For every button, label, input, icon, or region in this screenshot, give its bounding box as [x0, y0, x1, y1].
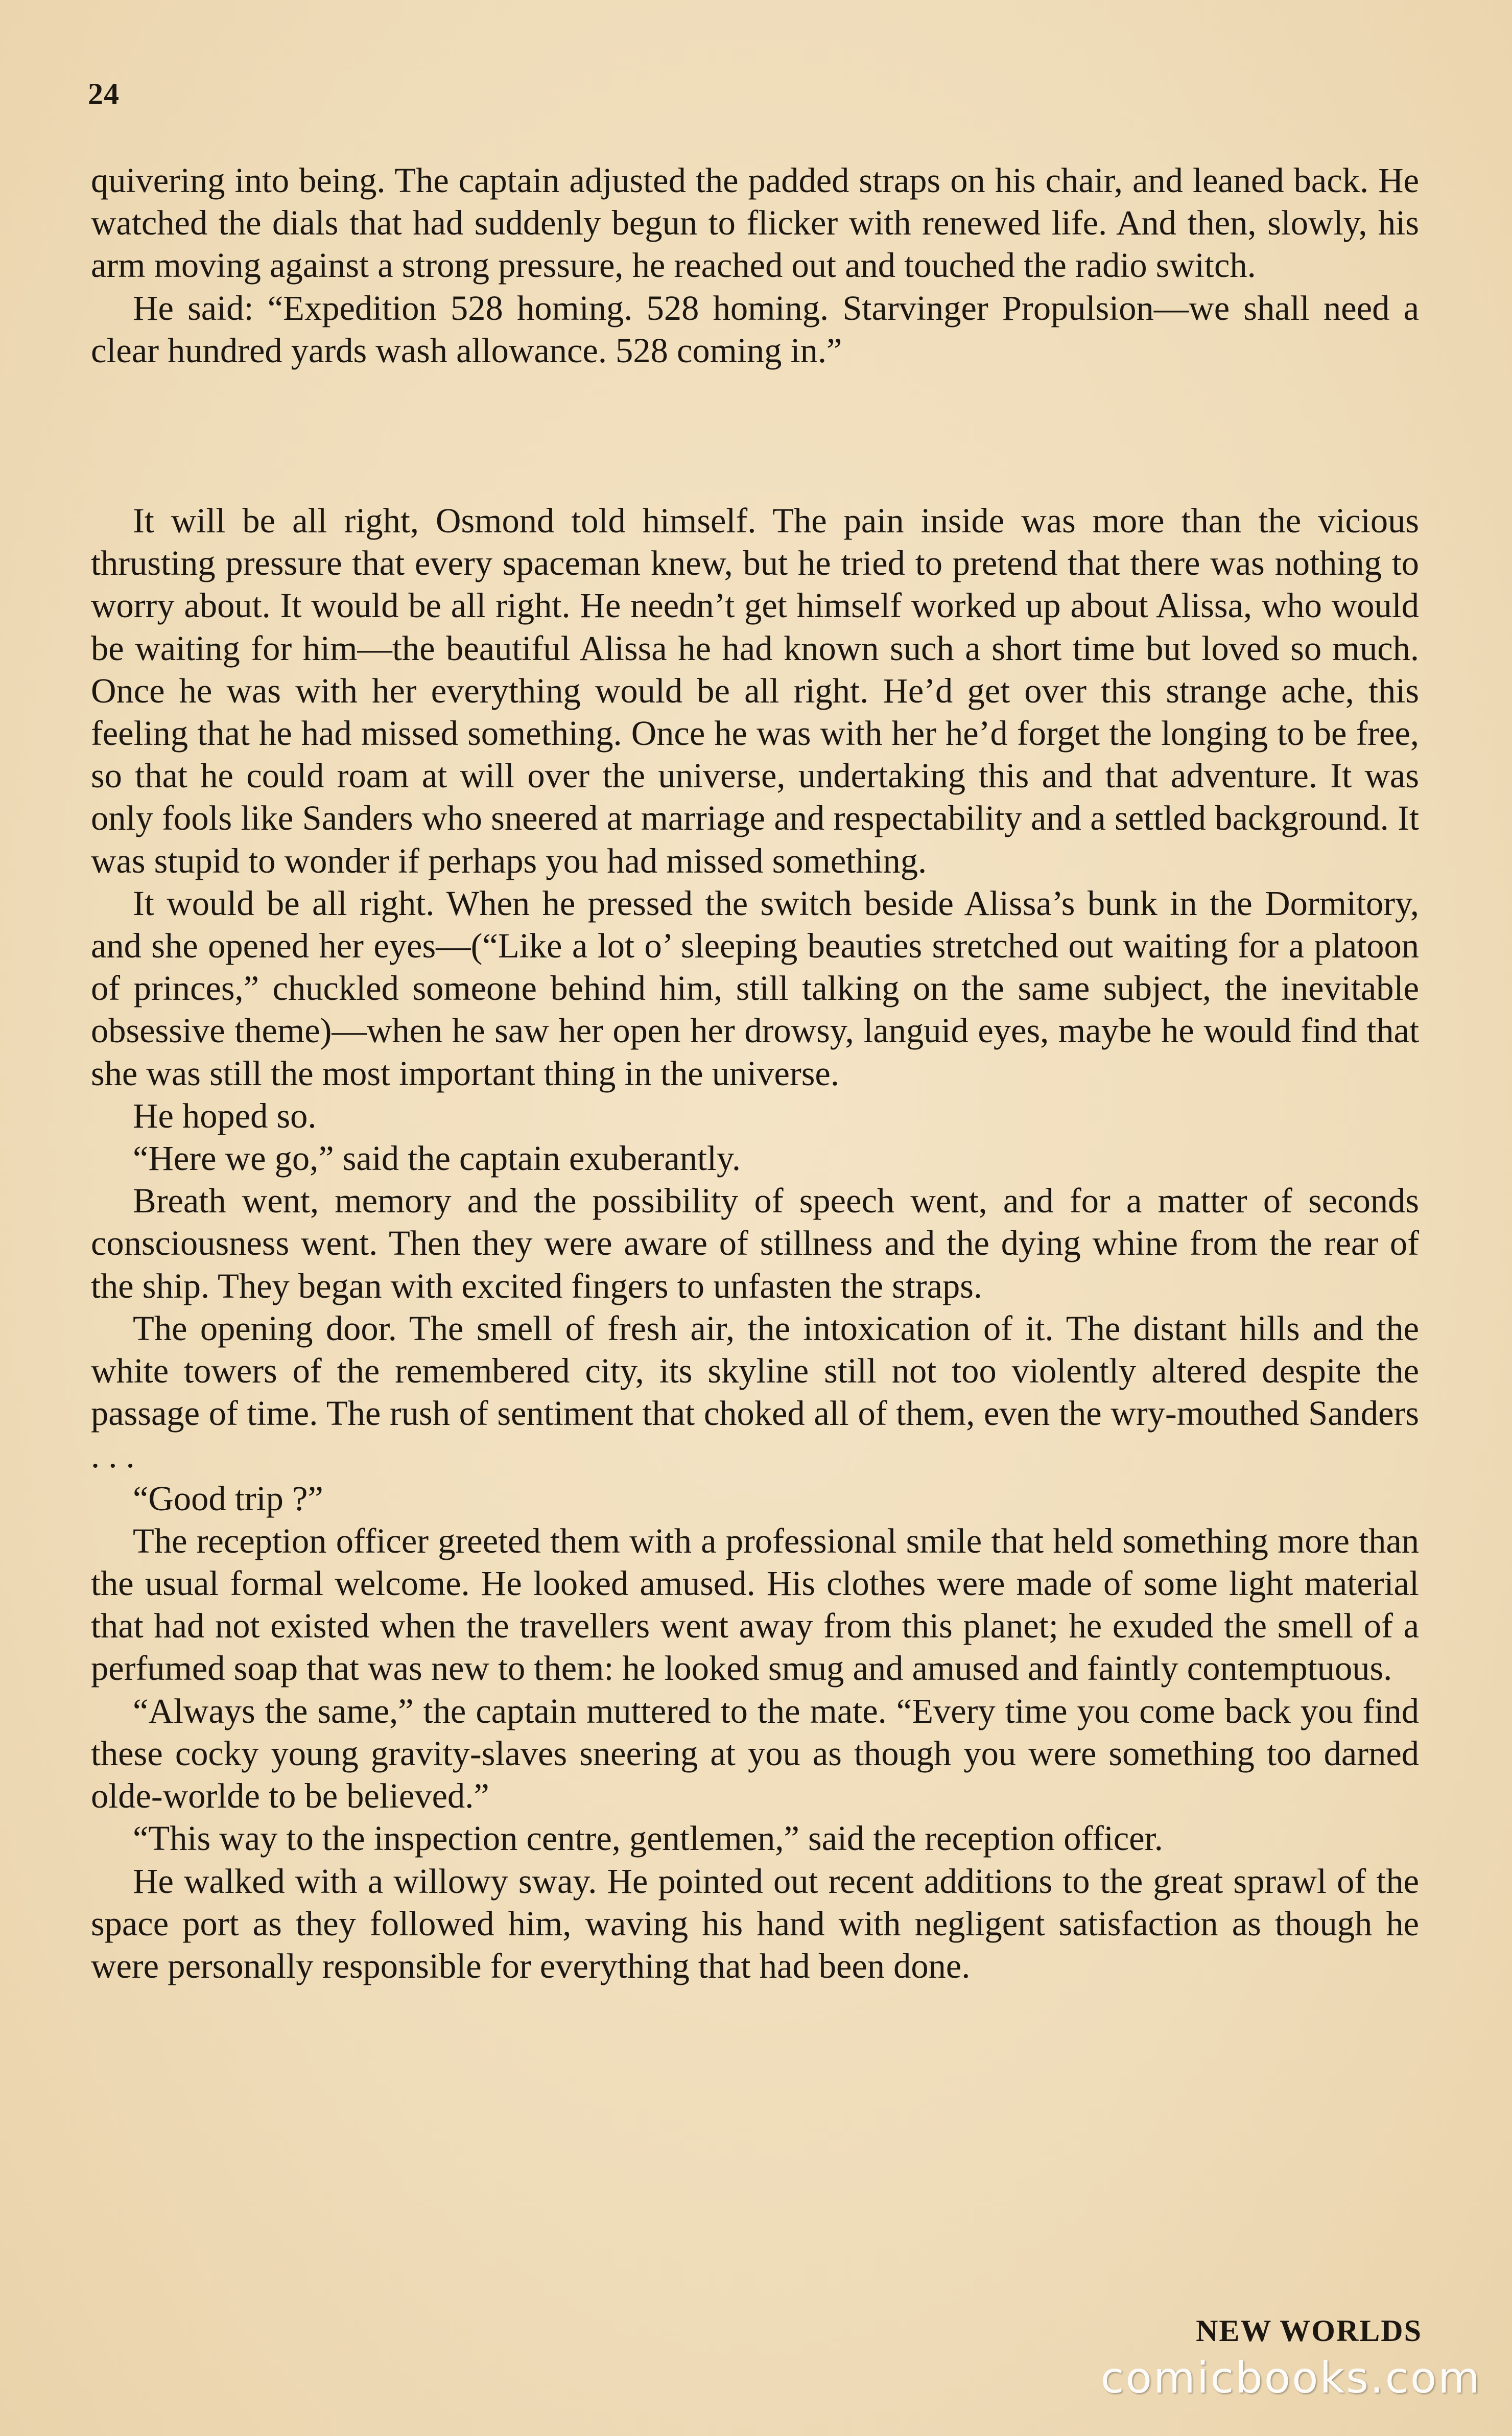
paragraph: The reception officer greeted them with a professional smile that held something more than the usual formal welcome. He looked amused. His clothes were made of some light material that had not existed when the travellers went away from this planet; he exuded the smell of a perfumed soap that was new to them: he looked smug and amused and faintly contemptuous.	[91, 1521, 1419, 1688]
paragraph: Breath went, memory and the possibility of speech went, and for a matter of seconds consciousness went. Then they were aware of stillness and the dying whine from the rear of the ship. They began with excited fingers to unfasten the straps.	[91, 1181, 1419, 1305]
paragraph: “Good trip ?”	[133, 1479, 323, 1518]
paragraph: It would be all right. When he pressed the switch beside Alissa’s bunk in the Dormitory, and she opened her eyes—(“Like a lot o’ sleeping beauties stretched out waiting for a platoon of princes,” chuckled someone behind him, still talking on the same subject, the inevitable obsessive theme)—when he saw her open her drowsy, languid eyes, maybe he would find that she was still the most important thing in the universe.	[91, 883, 1419, 1093]
story-section-one	[91, 159, 1419, 372]
page-number: 24	[88, 77, 120, 111]
paragraph: It will be all right, Osmond told himself. The pain inside was more than the vicious thrusting pressure that every spaceman knew, but he tried to pretend that there was nothing to worry about. It would be all right. He needn’t get himself worked up about Alissa, who would be waiting for him—the beautiful Alissa he had known such a short time but loved so much. Once he was with her everything would be all right. He’d get over this strange ache, this feeling that he had missed something. Once he was with her he’d forget the longing to be free, so that he could roam at will over the universe, undertaking this and that adventure. It was only fools like Sanders who sneered at marriage and respectability and a settled background. It was stupid to wonder if perhaps you had missed something.	[91, 501, 1419, 880]
story-section-two	[91, 500, 1419, 1987]
paragraph: “This way to the inspection centre, gentlemen,” said the reception officer.	[133, 1819, 1163, 1858]
paragraph: “Here we go,” said the captain exuberantly.	[133, 1139, 741, 1178]
magazine-title-footer: NEW WORLDS	[1196, 2314, 1422, 2348]
paragraph: He walked with a willowy sway. He pointed out recent additions to the great sprawl of the space port as they followed him, waving his hand with negligent satisfaction as though he were personally responsible for everything that had been done.	[91, 1861, 1419, 1985]
paragraph: quivering into being. The captain adjusted the padded straps on his chair, and leaned back. He watched the dials that had suddenly begun to flicker with renewed life. And then, slowly, his arm moving against a strong pressure, he reached out and touched the radio switch.	[91, 161, 1419, 285]
paragraph: The opening door. The smell of fresh air, the intoxication of it. The distant hills and the white towers of the remembered city, its skyline still not too violently altered despite the passage of time. The rush of sentiment that choked all of them, even the wry-mouthed Sanders . . .	[91, 1308, 1419, 1475]
paragraph: He hoped so.	[133, 1096, 317, 1135]
paragraph: He said: “Expedition 528 homing. 528 homing. Starvinger Propulsion—we shall need a clear hundred yards wash allowance. 528 coming in.”	[91, 288, 1419, 370]
site-watermark: comicbooks.com	[1100, 2353, 1481, 2403]
paragraph: “Always the same,” the captain muttered to the mate. “Every time you come back you find these cocky young gravity-slaves sneering at you as though you were something too darned olde-worlde to be believed.”	[91, 1691, 1419, 1816]
